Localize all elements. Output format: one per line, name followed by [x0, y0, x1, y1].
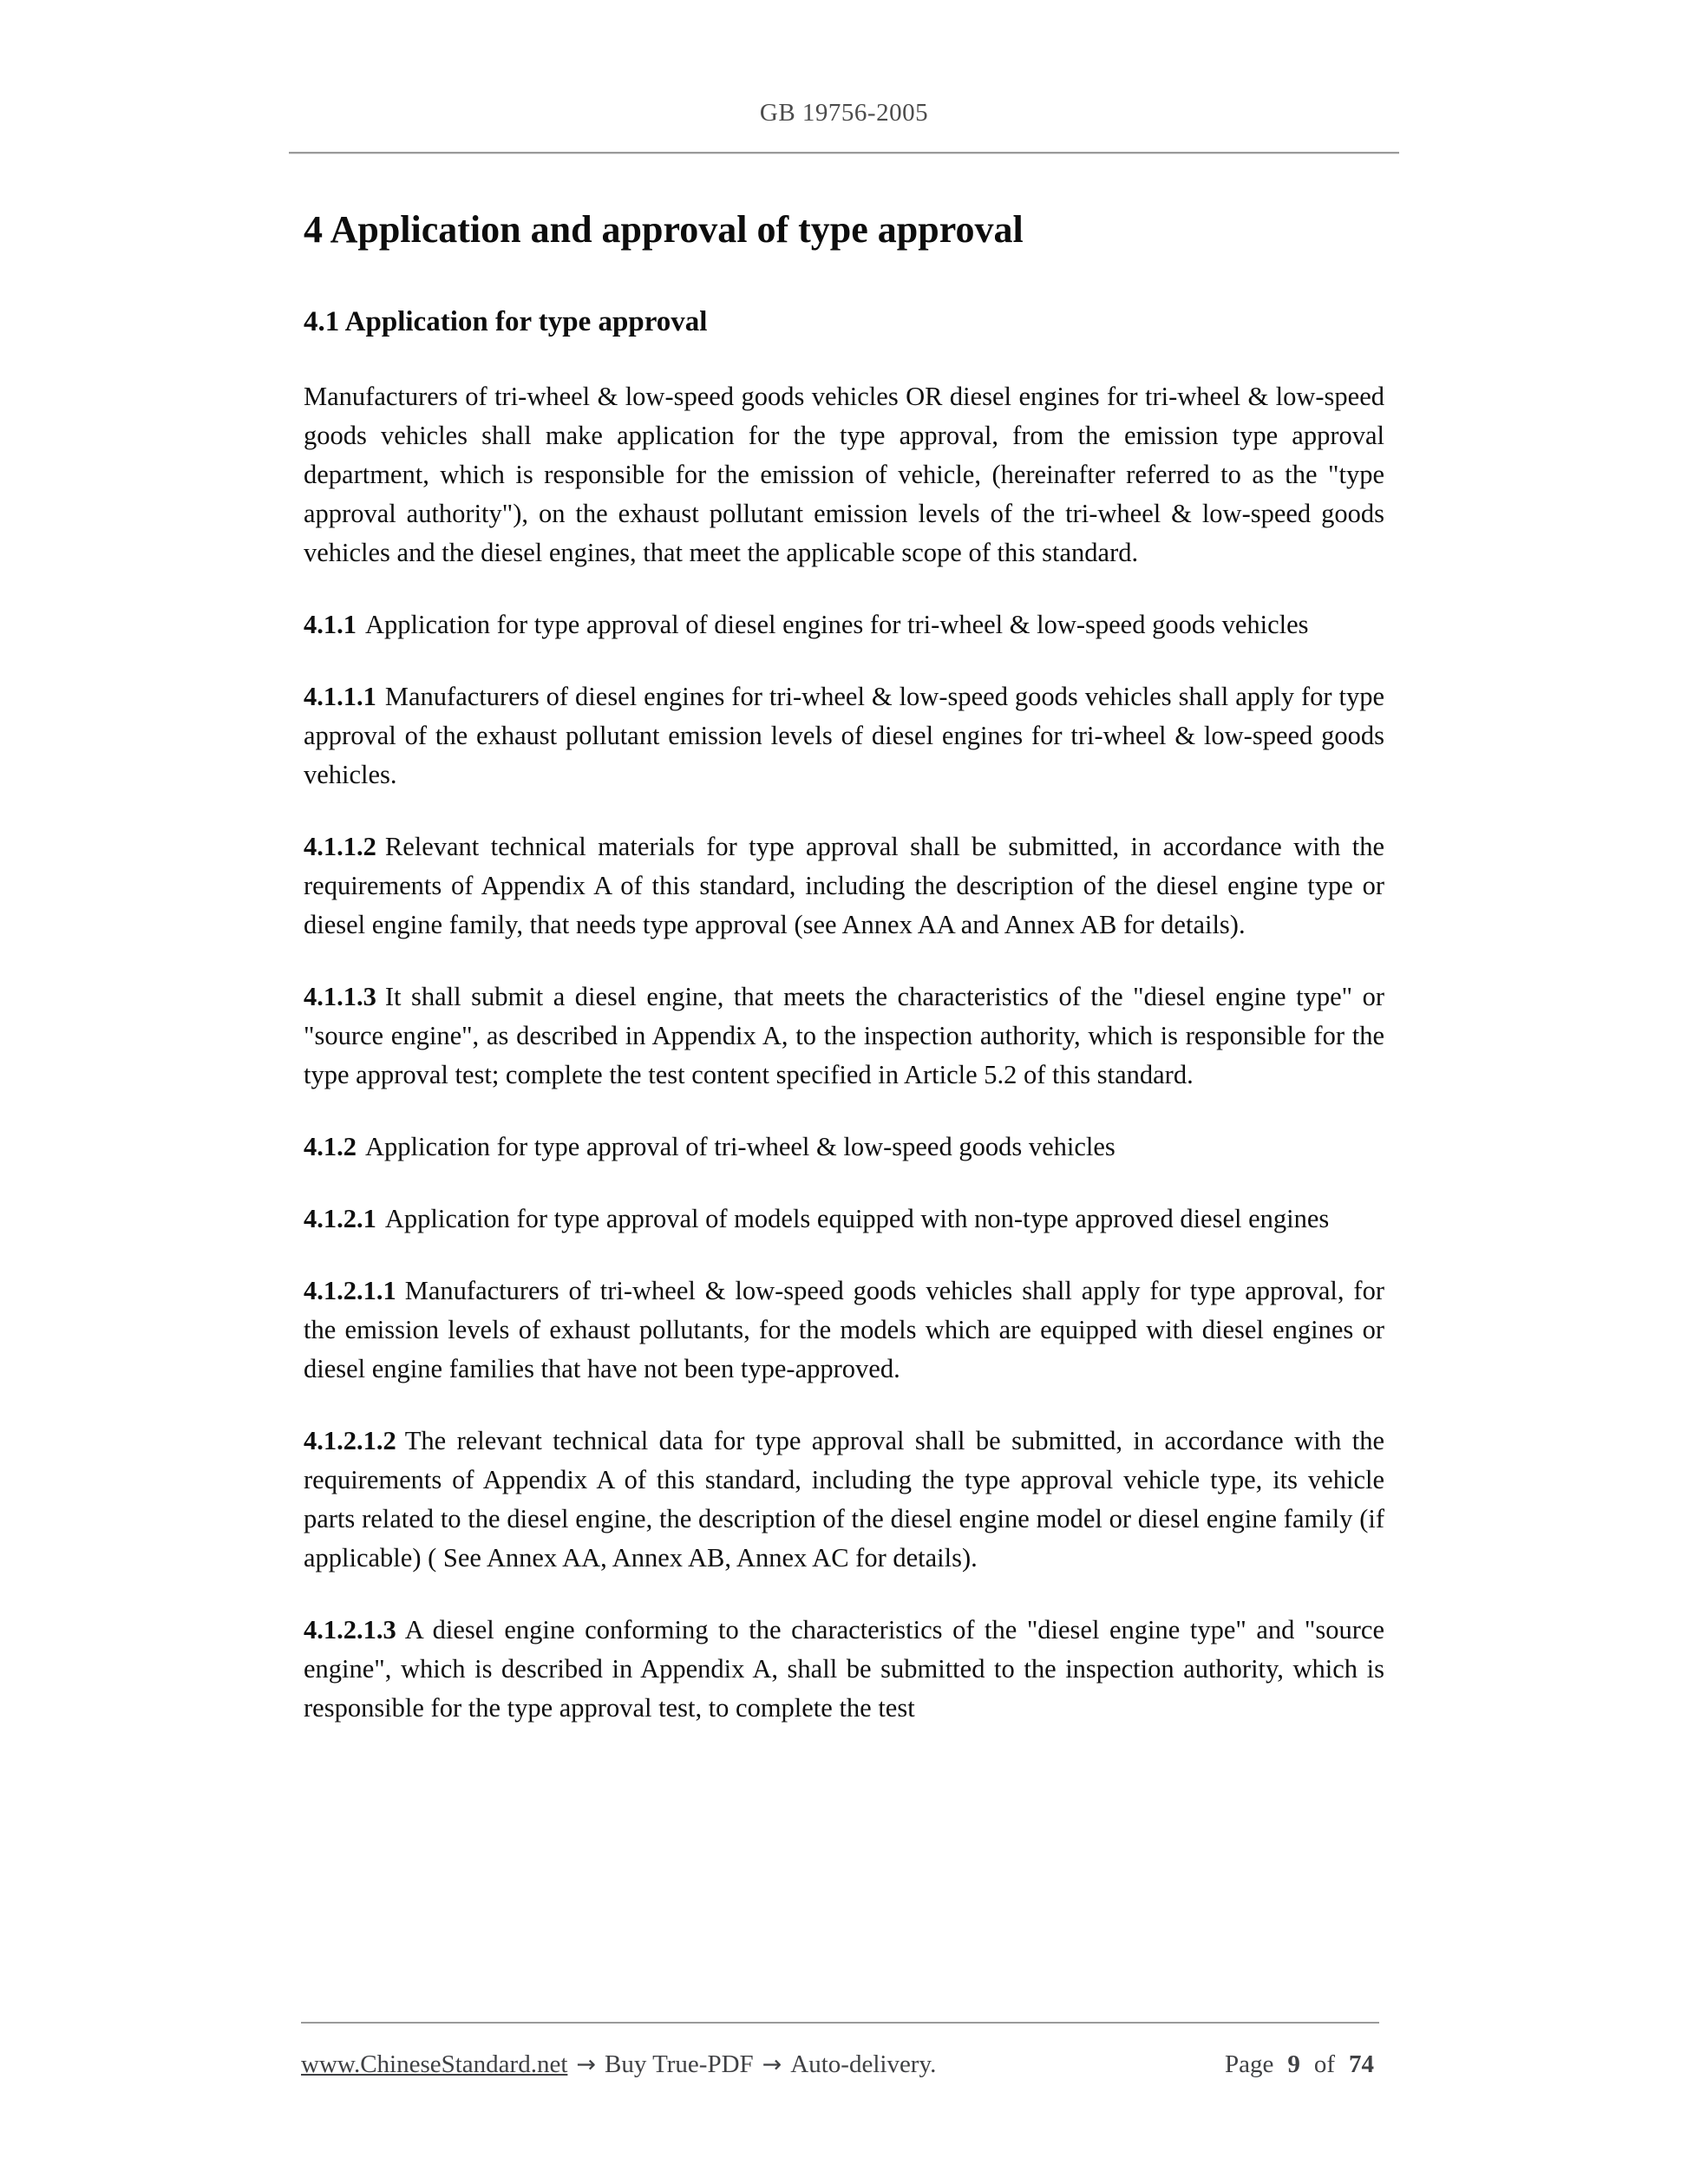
clause-number: 4.1.1.2: [304, 832, 376, 861]
clause-text: Manufacturers of diesel engines for tri-wheel & low-speed goods vehicles shall apply for type approval of the exhaust pollutant emission levels of diesel engines for tri-wheel & low-speed goods vehicles.: [304, 682, 1384, 789]
paragraph-4-1-1-2: [304, 827, 1384, 945]
clause-number: 4.1.2.1.1: [304, 1276, 396, 1305]
clause-number: 4.1.1: [304, 610, 357, 639]
site-link[interactable]: www.ChineseStandard.net: [301, 2050, 568, 2078]
clause-text: Relevant technical materials for type approval shall be submitted, in accordance with the requirements of Appendix A of this standard, including the description of the diesel engine type or diesel engine family, that needs type approval (see Annex AA and Annex AB for details).: [304, 832, 1384, 939]
clause-text: The relevant technical data for type approval shall be submitted, in accordance with the requirements of Appendix A of this standard, including the type approval vehicle type, its vehicle parts related to the diesel engine, the description of the diesel engine model or diesel engine family (if applicable) ( See Annex AA, Annex AB, Annex AC for details).: [304, 1426, 1384, 1573]
paragraph-4-1-1-1: [304, 677, 1384, 794]
page-label: Page: [1224, 2050, 1274, 2078]
page-footer: [301, 2022, 1379, 2079]
paragraph-4-1-1: [304, 605, 1384, 644]
content-column: [304, 0, 1384, 1728]
clause-number: 4.1.1.3: [304, 982, 376, 1011]
paragraph-4-1-2-1: [304, 1200, 1384, 1239]
page-current: 9: [1287, 2050, 1300, 2078]
clause-number: 4.1.1.1: [304, 682, 376, 711]
paragraph-4-1-1-3: [304, 978, 1384, 1095]
clause-text: It shall submit a diesel engine, that meets the characteristics of the "diesel engine type" or "source engine", as described in Appendix A, to the inspection authority, which is responsible for the type approval test; complete the test content specified in Article 5.2 of this standard.: [304, 982, 1384, 1089]
clause-number: 4.1.2.1.2: [304, 1426, 396, 1455]
right-arrow-icon: →: [576, 2051, 597, 2078]
footer-buy-text: Buy True-PDF: [605, 2050, 754, 2078]
clause-text: Application for type approval of diesel engines for tri-wheel & low-speed goods vehicles: [365, 610, 1309, 639]
intro-paragraph: Manufacturers of tri-wheel & low-speed goods vehicles OR diesel engines for tri-wheel & low-speed goods vehicles shall make application for the type approval, from the emission type approval department, which is responsible for the emission of vehicle, (hereinafter referred to as the "type approval authority"), on the exhaust pollutant emission levels of the tri-wheel & low-speed goods vehicles and the diesel engines, that meet the applicable scope of this standard.: [304, 382, 1384, 567]
paragraph-4-1-2: [304, 1128, 1384, 1167]
footer-left: [301, 2050, 936, 2079]
clause-text: Manufacturers of tri-wheel & low-speed goods vehicles shall apply for type approval, for the emission levels of exhaust pollutants, for the models which are equipped with diesel engines or diesel engine families that have not been type-approved.: [304, 1276, 1384, 1383]
page-indicator: [1225, 2050, 1374, 2079]
footer-row: [301, 2050, 1379, 2079]
of-label: of: [1313, 2050, 1335, 2078]
paragraph-4-1-2-1-3: [304, 1611, 1384, 1728]
clause-number: 4.1.2.1: [304, 1204, 376, 1233]
doc-number-header: GB 19756-2005: [759, 99, 929, 127]
header-rule: [289, 152, 1399, 154]
paragraph-4-1-2-1-2: [304, 1422, 1384, 1578]
paragraph-4-1-2-1-1: [304, 1272, 1384, 1389]
right-arrow-icon: →: [762, 2051, 782, 2078]
clause-text: A diesel engine conforming to the characteristics of the "diesel engine type" and "source engine", which is described in Appendix A, shall be submitted to the inspection authority, which is responsible for the type approval test, to complete the test: [304, 1615, 1384, 1723]
subsection-title: 4.1 Application for type approval: [304, 306, 708, 337]
clause-number: 4.1.2.1.3: [304, 1615, 396, 1645]
clause-number: 4.1.2: [304, 1132, 357, 1161]
footer-delivery-text: Auto-delivery.: [790, 2050, 937, 2078]
page-total: 74: [1349, 2050, 1374, 2078]
clause-text: Application for type approval of tri-wheel & low-speed goods vehicles: [365, 1132, 1116, 1161]
clause-text: Application for type approval of models equipped with non-type approved diesel engines: [384, 1204, 1330, 1233]
section-title: 4 Application and approval of type approval: [304, 208, 1024, 251]
